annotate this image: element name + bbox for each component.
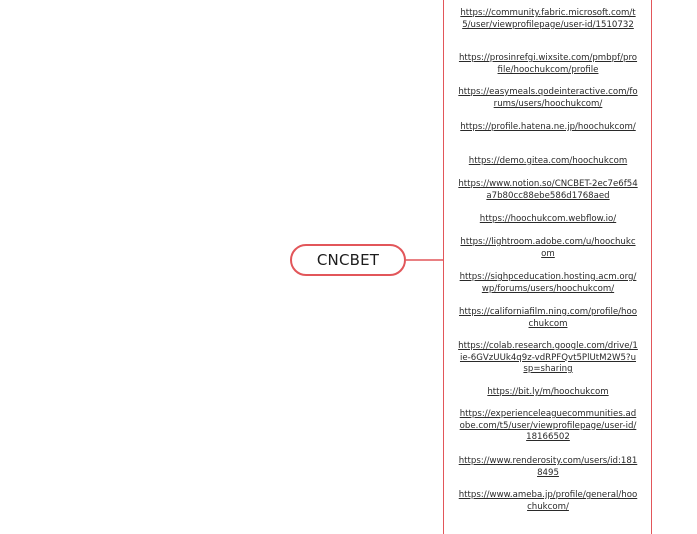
link-list-panel (443, 0, 652, 534)
central-topic-node[interactable] (290, 244, 406, 276)
link-list (444, 0, 651, 534)
link-item-2[interactable]: https://prosinrefgi.wixsite.com/pmbpf/profile/hoochukcom/profile (458, 53, 638, 75)
link-item-12[interactable]: https://bit.ly/m/hoochukcom (487, 387, 609, 397)
link-item-10[interactable]: https://californiafilm.ning.com/profile/hoochukcom (459, 307, 637, 329)
link-item-4[interactable]: https://profile.hatena.ne.jp/hoochukcom/ (460, 122, 636, 132)
link-item-5[interactable]: https://demo.gitea.com/hoochukcom (468, 156, 628, 166)
link-item-1[interactable]: https://community.fabric.microsoft.com/t5/user/viewprofilepage/user-id/1510732 (460, 8, 636, 30)
link-item-9[interactable]: https://sighpceducation.hosting.acm.org/wp/forums/users/hoochukcom/ (459, 272, 637, 294)
link-item-6[interactable]: https://www.notion.so/CNCBET-2ec7e6f54a7b80cc88ebe586d1768aed (458, 179, 638, 201)
central-topic-label: CNCBET (316, 251, 380, 269)
link-item-14[interactable]: https://www.renderosity.com/users/id:1818495 (458, 456, 638, 478)
link-item-7[interactable]: https://hoochukcom.webflow.io/ (479, 214, 617, 224)
link-item-8[interactable]: https://lightroom.adobe.com/u/hoochukcom (460, 237, 636, 259)
link-item-13[interactable]: https://experienceleaguecommunities.adobe.com/t5/user/viewprofilepage/user-id/18166502 (459, 409, 637, 442)
link-item-3[interactable]: https://easymeals.qodeinteractive.com/forums/users/hoochukcom/ (458, 87, 638, 109)
link-item-15[interactable]: https://www.ameba.jp/profile/general/hoochukcom/ (458, 490, 638, 512)
link-item-11[interactable]: https://colab.research.google.com/drive/1ie-6GVzUUk4q9z-vdRPFQvt5PlUtM2W5?usp=sharing (458, 341, 638, 374)
